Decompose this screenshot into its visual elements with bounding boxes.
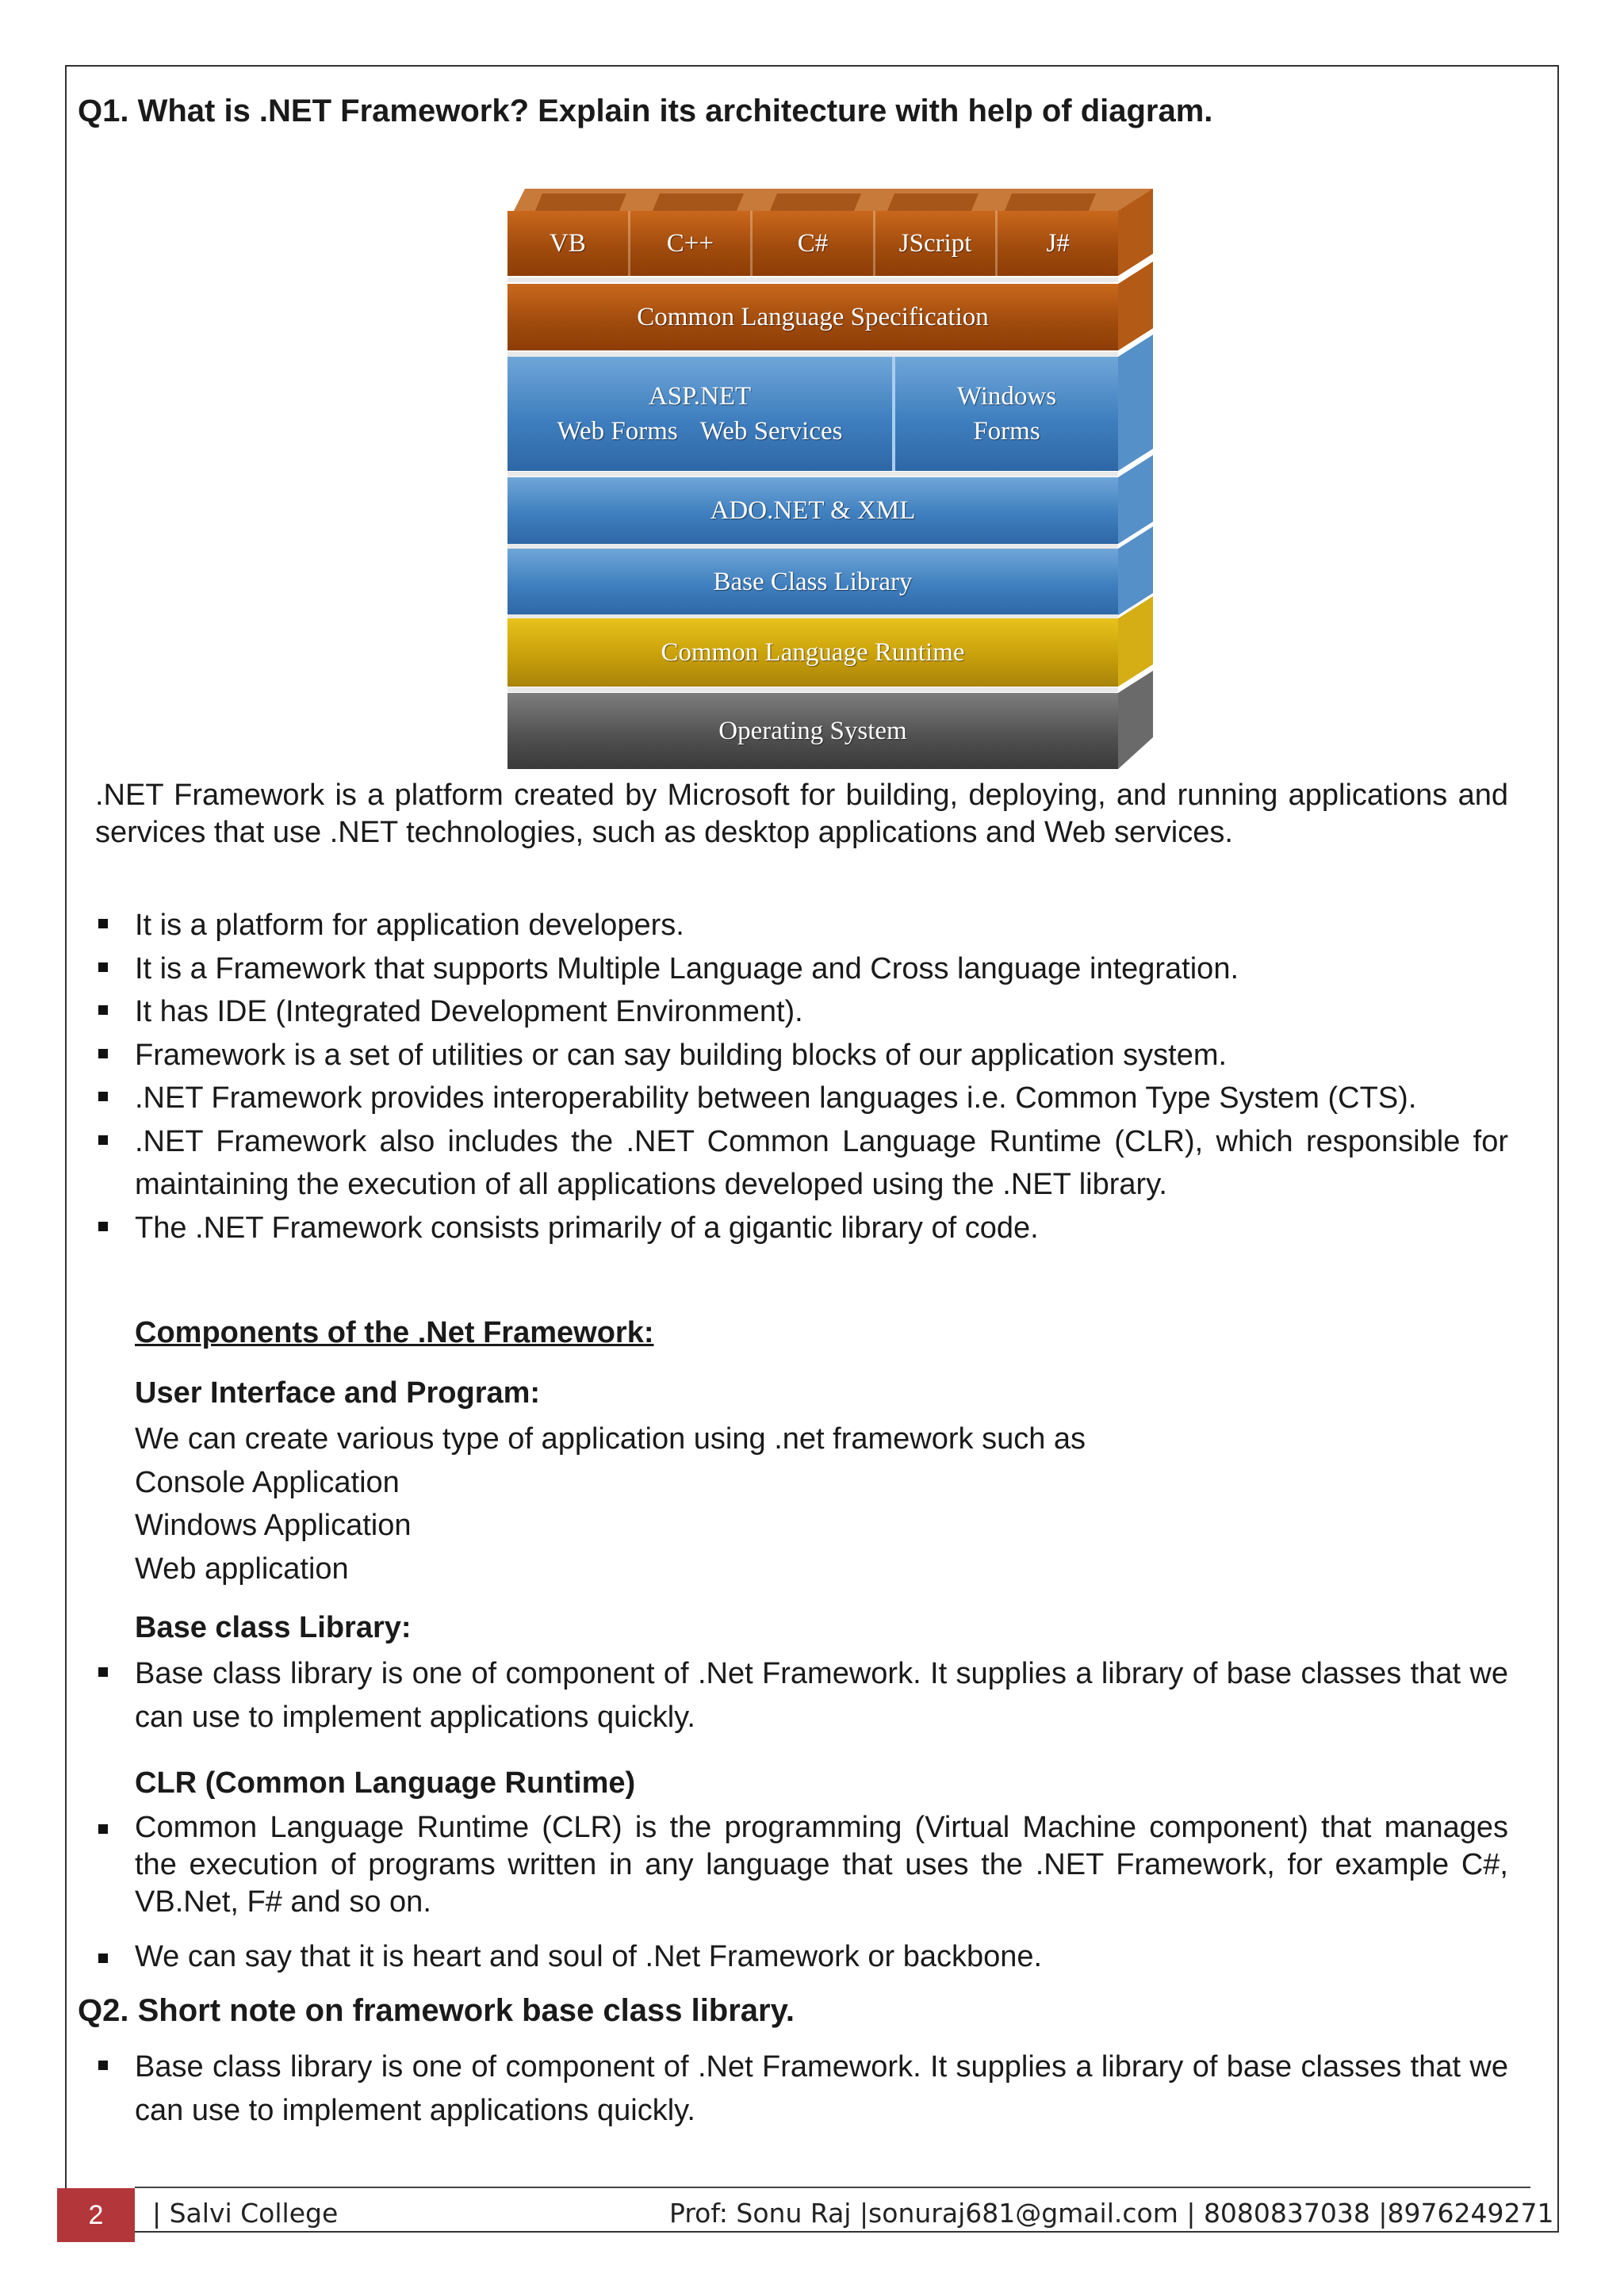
net-architecture-diagram [508,189,1153,769]
footer-college: | Salvi College [152,2198,339,2229]
ui-line: Web application [135,1552,349,1586]
features-list [95,904,1508,1249]
layer-languages [508,211,1118,276]
q2-list [95,2045,1508,2132]
layer-base-class-library: Base Class Library [508,549,1118,615]
footer-contact: Prof: Sonu Raj |sonuraj681@gmail.com | 8080837038 |8976249271 [669,2198,1554,2229]
ui-line: Windows Application [135,1509,412,1542]
layer-common-language-runtime: Common Language Runtime [508,618,1118,687]
web-services-label: Web Services [699,417,843,446]
layer-operating-system: Operating System [508,693,1118,769]
layer-ado-net-xml: ADO.NET & XML [508,477,1118,544]
ui-line: Console Application [135,1465,400,1499]
windows-forms-line-1: Windows [956,382,1057,411]
list-item: Framework is a set of utilities or can say building blocks of our application system. [95,1034,1508,1077]
ui-program-heading: User Interface and Program: [135,1376,541,1410]
asp-net-block [508,357,895,471]
list-item: .NET Framework also includes the .NET Common Language Runtime (CLR), which responsible for maintaining the execution of all applications developed using the .NET library. [95,1120,1508,1207]
layer-common-language-specification: Common Language Specification [508,284,1118,350]
intro-paragraph: .NET Framework is a platform created by Microsoft for building, deploying, and running applications and services that use .NET technologies, such as desktop applications and Web services. [95,779,1508,849]
ui-program-lines [135,1418,1086,1590]
question-2-title: Q2. Short note on framework base class library. [78,1993,795,2028]
asp-net-title: ASP.NET [648,382,752,411]
list-item: It has IDE (Integrated Development Environment). [95,990,1508,1034]
page-number: 2 [57,2188,135,2242]
windows-forms-line-2: Forms [973,417,1040,446]
language-csharp: C# [753,211,875,276]
list-item: The .NET Framework consists primarily of a gigantic library of code. [95,1207,1508,1250]
list-item: .NET Framework provides interoperability between languages i.e. Common Type System (CTS). [95,1077,1508,1120]
ui-line: We can create various type of application using .net framework such as [135,1422,1086,1456]
language-cpp: C++ [630,211,753,276]
bcl-heading: Base class Library: [135,1611,412,1644]
windows-forms-block [895,357,1118,471]
language-jsharp: J# [1046,228,1070,258]
list-item: It is a Framework that supports Multiple Language and Cross language integration. [95,947,1508,991]
list-item: Common Language Runtime (CLR) is the programming (Virtual Machine component) that manages the execution of programs written in any language that uses the .NET Framework, for example C#, VB.Net, F# and so on. [95,1809,1508,1921]
list-item: Base class library is one of component of .Net Framework. It supplies a library of base classes that we can use to implement applications quickly. [95,1652,1508,1739]
list-item: It is a platform for application developers. [95,904,1508,947]
language-jscript: JScript [875,211,998,276]
question-1-title: Q1. What is .NET Framework? Explain its architecture with help of diagram. [78,94,1213,128]
language-vb: VB [508,211,630,276]
bcl-list [95,1652,1508,1739]
clr-list [95,1809,1508,1976]
clr-heading: CLR (Common Language Runtime) [135,1766,636,1800]
footer-divider [135,2187,1530,2188]
list-item: Base class library is one of component of .Net Framework. It supplies a library of base classes that we can use to implement applications quickly. [95,2045,1508,2132]
list-item: We can say that it is heart and soul of .Net Framework or backbone. [95,1938,1508,1976]
layer-asp-net-windows-forms [508,357,1118,471]
components-heading: Components of the .Net Framework: [135,1316,654,1349]
web-forms-label: Web Forms [557,417,678,446]
